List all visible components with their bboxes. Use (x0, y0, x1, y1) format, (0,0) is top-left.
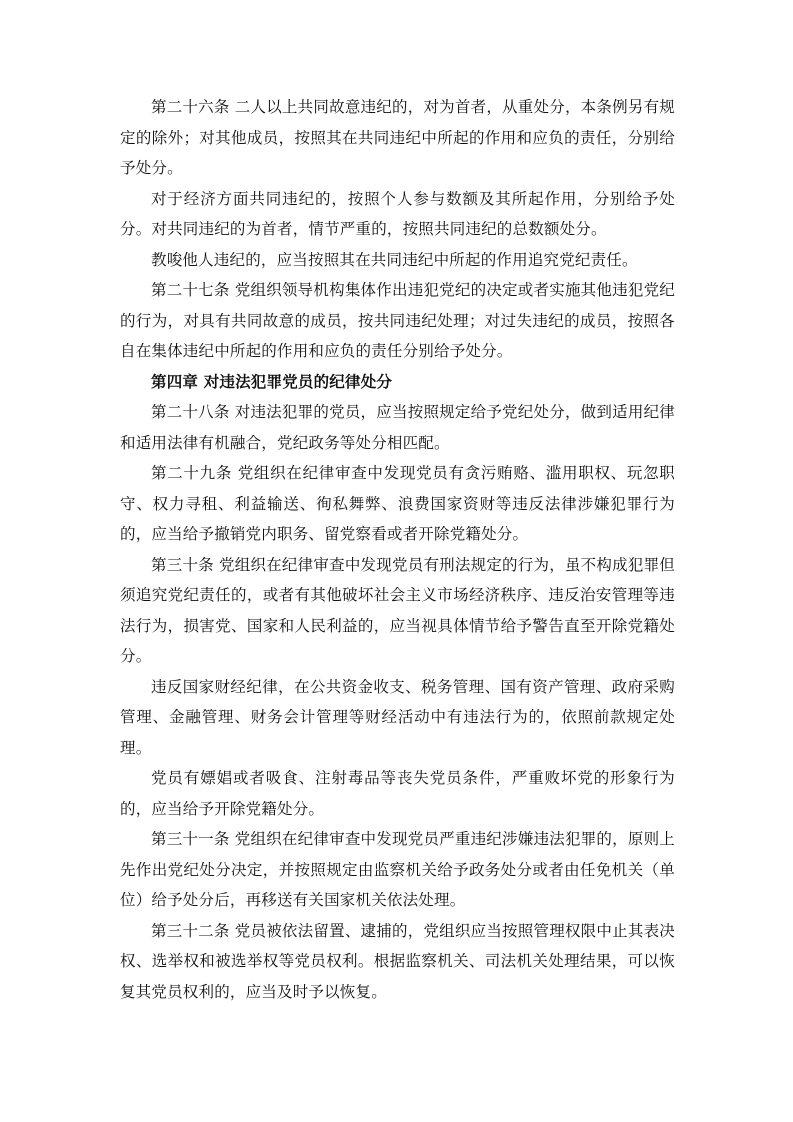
paragraph-article-26: 第二十六条 二人以上共同故意违纪的，对为首者，从重处分，本条例另有规定的除外；对其他成员，按照其在共同违纪中所起的作用和应负的责任，分别给予处分。 (120, 98, 675, 177)
paragraph-article-31: 第三十一条 党组织在纪律审查中发现党员严重违纪涉嫌违法犯罪的，原则上先作出党纪处分决定，并按照规定由监察机关给予政务处分或者由任免机关（单位）给予处分后，再移送有关国家机关依法处理。 (120, 830, 675, 909)
paragraph-prostitution-drugs: 党员有嫖娼或者吸食、注射毒品等丧失党员条件，严重败坏党的形象行为的，应当给予开除党籍处分。 (120, 769, 675, 818)
chapter-heading: 第四章 对违法犯罪党员的纪律处分 (151, 371, 393, 391)
paragraph-article-30: 第三十条 党组织在纪律审查中发现党员有刑法规定的行为，虽不构成犯罪但须追究党纪责任的，或者有其他破坏社会主义市场经济秩序、违反治安管理等违法行为，损害党、国家和人民利益的，应当视具体情节给予警告直至开除党籍处分。 (120, 555, 675, 665)
paragraph-instigation: 教唆他人违纪的，应当按照其在共同违纪中所起的作用追究党纪责任。 (151, 250, 638, 269)
paragraph-article-32: 第三十二条 党员被依法留置、逮捕的，党组织应当按照管理权限中止其表决权、选举权和被选举权等党员权利。根据监察机关、司法机关处理结果，可以恢复其党员权利的，应当及时予以恢复。 (120, 921, 675, 1001)
paragraph-article-27: 第二十七条 党组织领导机构集体作出违犯党纪的决定或者实施其他违犯党纪的行为，对具有共同故意的成员，按共同违纪处理；对过失违纪的成员，按照各自在集体违纪中所起的作用和应负的责任分别给予处分。 (120, 281, 675, 360)
paragraph-article-29: 第二十九条 党组织在纪律审查中发现党员有贪污贿赂、滥用职权、玩忽职守、权力寻租、利益输送、徇私舞弊、浪费国家资财等违反法律涉嫌犯罪行为的，应当给予撤销党内职务、留党察看或者开除党籍处分。 (120, 464, 675, 543)
paragraph-economic-joint-violation: 对于经济方面共同违纪的，按照个人参与数额及其所起作用，分别给予处分。对共同违纪的为首者，情节严重的，按照共同违纪的总数额处分。 (120, 189, 675, 238)
paragraph-article-28: 第二十八条 对违法犯罪的党员，应当按照规定给予党纪处分，做到适用纪律和适用法律有机融合，党纪政务等处分相匹配。 (120, 403, 675, 452)
paragraph-financial-discipline: 违反国家财经纪律，在公共资金收支、税务管理、国有资产管理、政府采购管理、金融管理、财务会计管理等财经活动中有违法行为的，依照前款规定处理。 (120, 677, 675, 757)
